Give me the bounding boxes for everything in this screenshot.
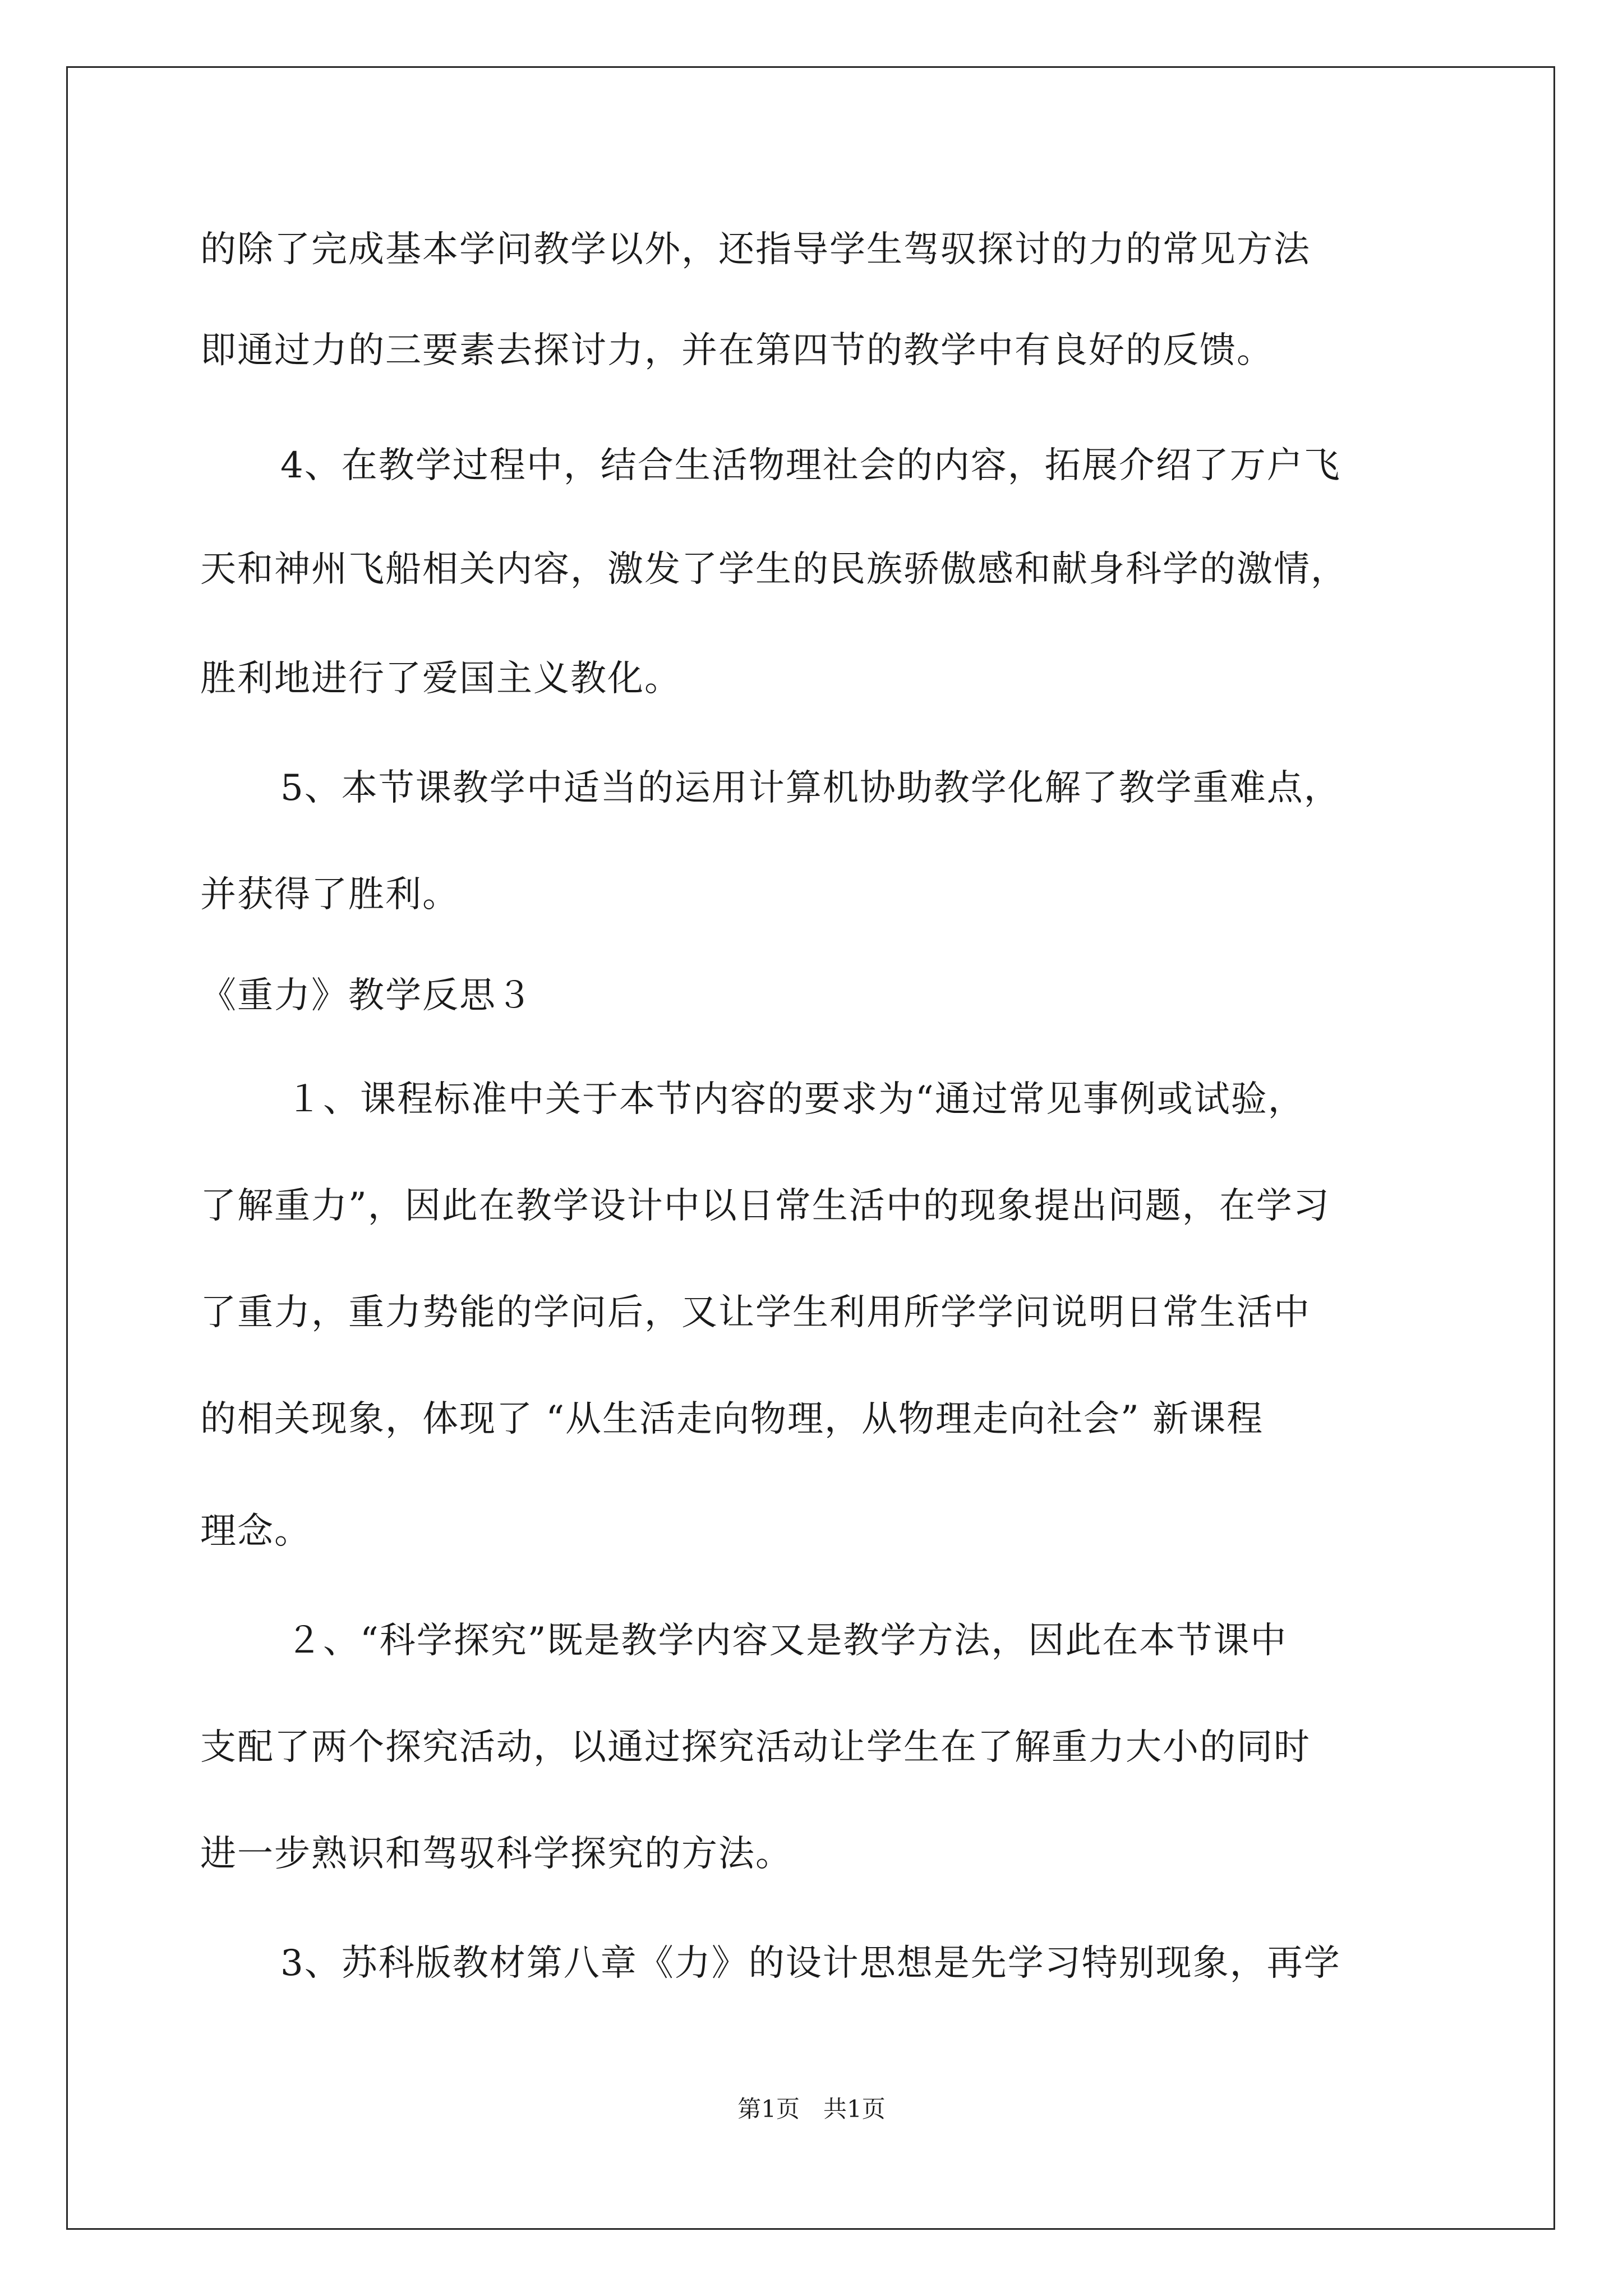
text-line: 3、苏科版教材第八章《力》的设计思想是先学习特别现象，再学 <box>280 1943 1341 1984</box>
text-line: 天和神州飞船相关内容，激发了学生的民族骄傲感和献身科学的激情， <box>200 549 1348 590</box>
text-line: 理念。 <box>200 1511 311 1552</box>
text-line: 4、在教学过程中，结合生活物理社会的内容，拓展介绍了万户飞 <box>280 445 1341 486</box>
text-line: 胜利地进行了爱国主义教化。 <box>200 658 681 700</box>
text-line: 了解重力”，因此在教学设计中以日常生活中的现象提出问题，在学习 <box>200 1185 1330 1227</box>
text-line: 支配了两个探究活动，以通过探究活动让学生在了解重力大小的同时 <box>200 1727 1311 1768</box>
text-line: 的除了完成基本学问教学以外，还指导学生驾驭探讨的力的常见方法 <box>200 229 1311 270</box>
text-line: １、课程标准中关于本节内容的要求为“通过常见事例或试验， <box>286 1079 1305 1120</box>
text-line: 即通过力的三要素去探讨力，并在第四节的教学中有良好的反馈。 <box>200 330 1274 371</box>
page-border <box>66 66 1555 2230</box>
text-line: 5、本节课教学中适当的运用计算机协助教学化解了教学重难点， <box>280 767 1341 809</box>
text-line: 进一步熟识和驾驭科学探究的方法。 <box>200 1833 792 1875</box>
text-line: ２、“科学探究”既是教学内容又是教学方法，因此在本节课中 <box>286 1620 1288 1662</box>
text-line: 了重力，重力势能的学问后，又让学生利用所学学问说明日常生活中 <box>200 1292 1311 1333</box>
text-line: 并获得了胜利。 <box>200 874 459 915</box>
page-number-footer: 第1页 共1页 <box>737 2095 886 2123</box>
text-line: 的相关现象，体现了 “从生活走向物理，从物理走向社会” 新课程 <box>200 1398 1264 1440</box>
section-heading: 《重力》教学反思３ <box>200 975 533 1016</box>
